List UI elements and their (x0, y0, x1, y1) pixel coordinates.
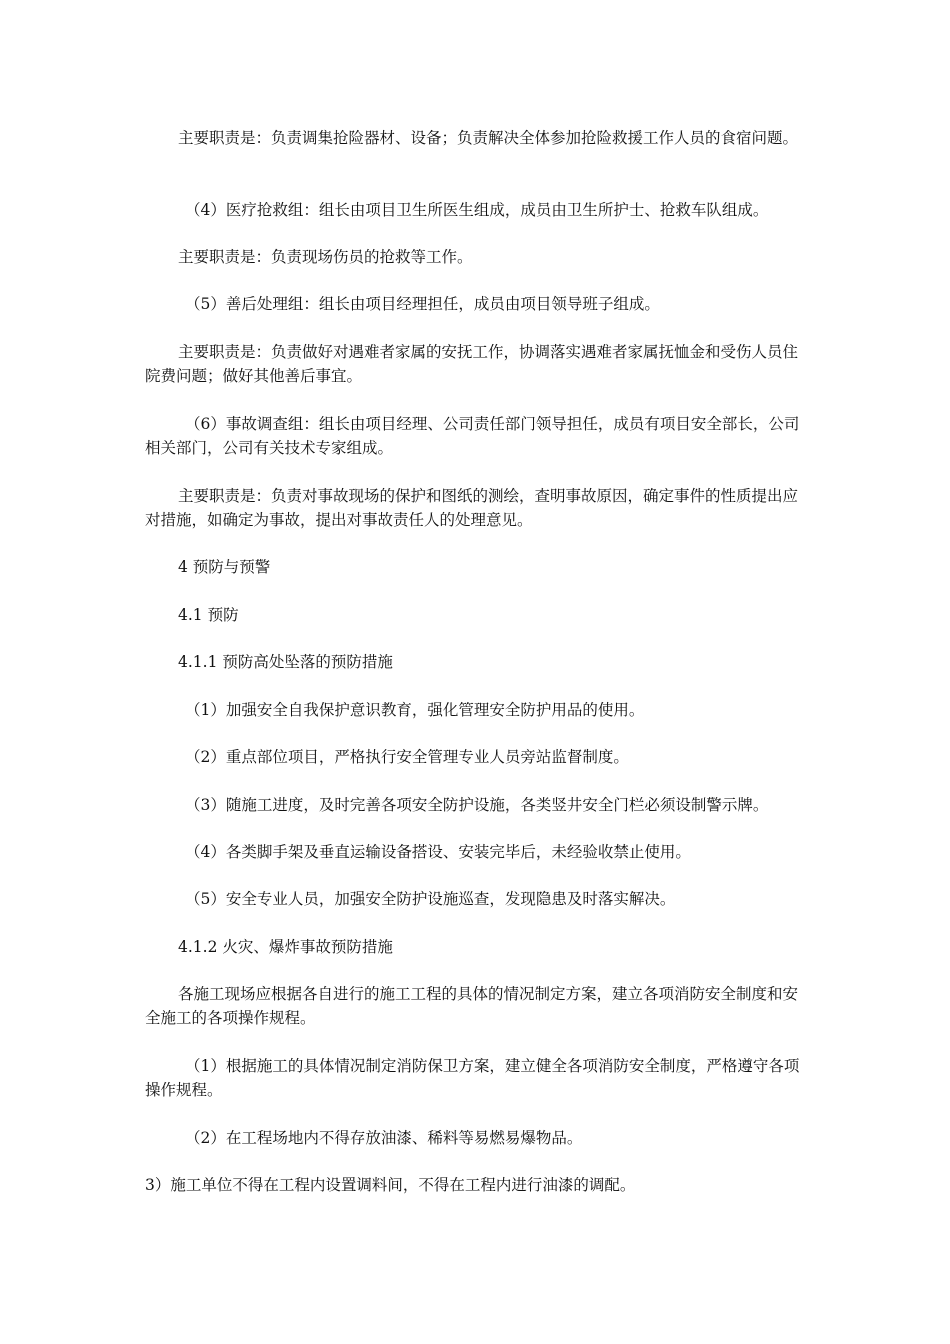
paragraph-duties-medical: 主要职责是：负责现场伤员的抢救等工作。 (178, 248, 473, 266)
heading-prevention: 4.1 预防 (178, 606, 239, 624)
paragraph-aftermath-team: （5）善后处理组：组长由项目经理担任，成员由项目领导班子组成。 (185, 295, 660, 313)
list-item-fall-1: （1）加强安全自我保护意识教育，强化管理安全防护用品的使用。 (185, 701, 645, 719)
list-item-fall-2: （2）重点部位项目，严格执行安全管理专业人员旁站监督制度。 (185, 748, 629, 766)
list-item-fire-3: 3）施工单位不得在工程内设置调料间，不得在工程内进行油漆的调配。 (145, 1176, 636, 1194)
paragraph-duties-investigation: 主要职责是：负责对事故现场的保护和图纸的测绘，查明事故原因，确定事件的性质提出应对措施，如确定为事故，提出对事故责任人的处理意见。 (145, 487, 799, 529)
list-item-fall-4: （4）各类脚手架及垂直运输设备搭设、安装完毕后，未经验收禁止使用。 (185, 843, 691, 861)
list-item-fall-3: （3）随施工进度，及时完善各项安全防护设施，各类竖井安全门栏必须设制警示牌。 (185, 796, 769, 814)
paragraph-medical-team: （4）医疗抢救组：组长由项目卫生所医生组成，成员由卫生所护士、抢救车队组成。 (185, 201, 769, 219)
paragraph-duties-supplies: 主要职责是：负责调集抢险器材、设备；负责解决全体参加抢险救援工作人员的食宿问题。 (178, 129, 799, 147)
list-item-fall-5: （5）安全专业人员，加强安全防护设施巡查，发现隐患及时落实解决。 (185, 890, 676, 908)
heading-fire-prevention: 4.1.2 火灾、爆炸事故预防措施 (178, 938, 393, 956)
list-item-fire-2: （2）在工程场地内不得存放油漆、稀料等易燃易爆物品。 (185, 1129, 583, 1147)
heading-prevention-warning: 4 预防与预警 (178, 558, 271, 576)
list-item-fire-1: （1）根据施工的具体情况制定消防保卫方案，建立健全各项消防安全制度，严格遵守各项操作规程。 (145, 1057, 800, 1099)
heading-fall-prevention: 4.1.1 预防高处坠落的预防措施 (178, 653, 393, 671)
paragraph-duties-aftermath: 主要职责是：负责做好对遇难者家属的安抚工作，协调落实遇难者家属抚恤金和受伤人员住院费问题；做好其他善后事宜。 (145, 343, 799, 385)
paragraph-investigation-team: （6）事故调查组：组长由项目经理、公司责任部门领导担任，成员有项目安全部长，公司相关部门，公司有关技术专家组成。 (145, 415, 800, 457)
paragraph-fire-intro: 各施工现场应根据各自进行的施工工程的具体的情况制定方案，建立各项消防安全制度和安全施工的各项操作规程。 (145, 985, 799, 1027)
